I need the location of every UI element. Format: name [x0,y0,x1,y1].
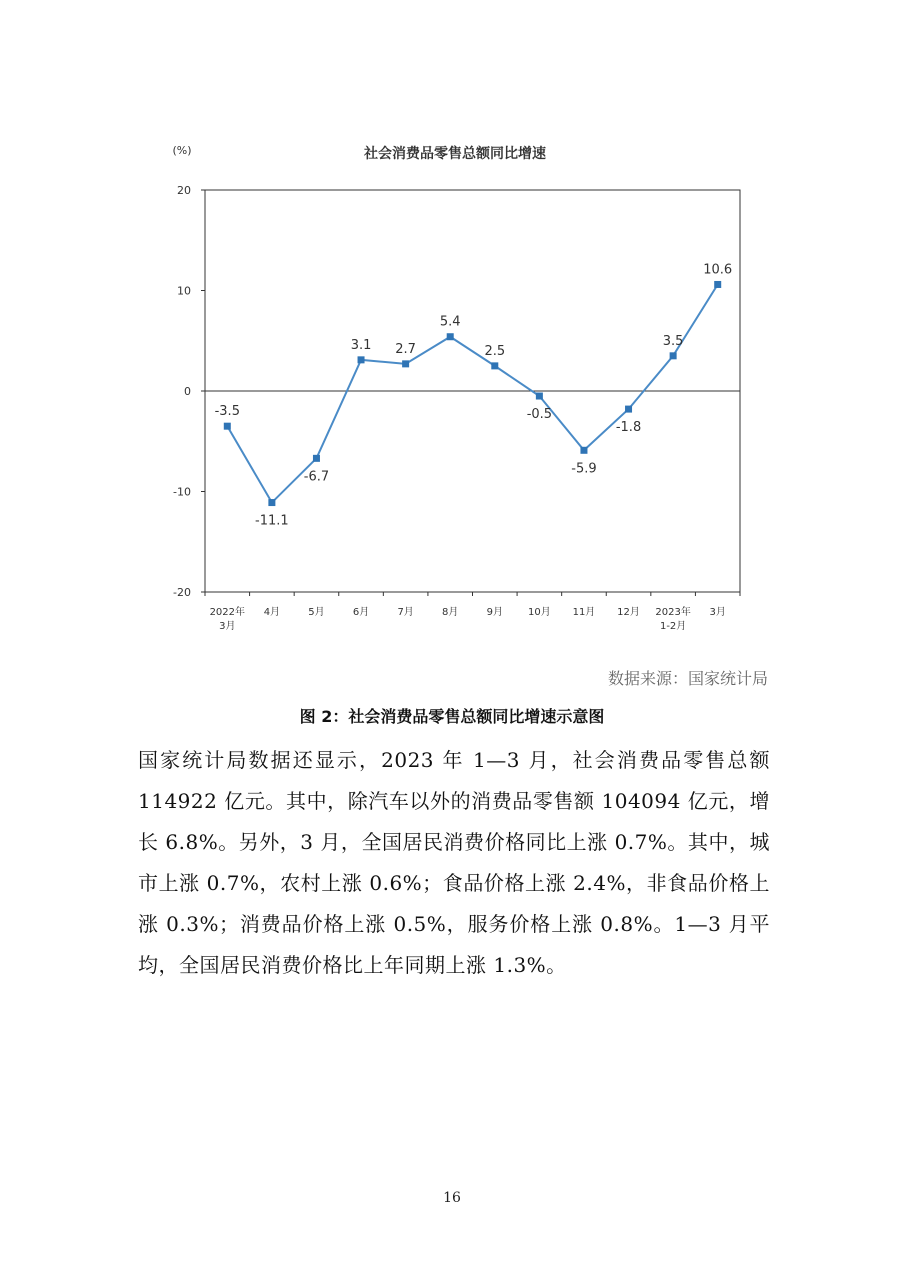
y-tick-label: 20 [177,184,191,197]
data-point [536,393,543,400]
data-label: 3.5 [662,333,684,349]
data-point [268,499,275,506]
x-tick-label: 6月 [352,607,370,618]
data-label: -3.5 [214,404,240,420]
x-tick-label: 3月 [709,607,726,618]
data-point [670,352,677,359]
chart-title: 社会消费品零售总额同比增速 [364,146,546,162]
y-tick-label: -20 [173,586,191,599]
data-label: 2.7 [395,341,416,357]
x-tick-label: 3月 [219,621,236,632]
x-tick-label: 11月 [572,607,596,618]
data-point [224,423,231,430]
data-point [313,455,320,462]
data-label: -6.7 [303,469,330,485]
x-tick-label: 2023年 [655,607,691,618]
data-label: 10.6 [703,262,733,278]
body-paragraph: 国家统计局数据还显示，2023 年 1—3 月，社会消费品零售总额 114922 亿元。其中，除汽车以外的消费品零售额 104094 亿元，增长 6.8%。另外，3 月，全国居民消费价格同比上涨 0.7%。其中，城市上涨 0.7%，农村上涨 0.6%；食品价格上涨 2.4%，非食品价格上涨 0.3%；消费品价格上涨 0.5%，服务价格上涨 0.8%。1—3 月平均，全国居民消费价格比上年同期上涨 1.3%。 [138,748,770,977]
data-label: -1.8 [615,420,642,436]
y-axis-unit: (%) [172,144,192,157]
x-tick-label: 5月 [308,607,325,618]
data-label: -11.1 [255,513,289,529]
page-number: 16 [443,1190,461,1206]
y-tick-label: 10 [177,284,191,298]
figure-caption: 图 2：社会消费品零售总额同比增速示意图 [299,707,605,726]
source-note: 数据来源：国家统计局 [607,669,768,688]
data-label: -0.5 [526,407,553,423]
x-tick-label: 2022年 [209,607,246,618]
x-tick-label: 12月 [617,607,640,618]
x-tick-label: 1-2月 [659,621,687,632]
data-point [714,281,721,288]
data-label: -5.9 [571,461,597,477]
data-label: 3.1 [350,337,372,353]
data-point [580,447,587,454]
data-point [491,362,498,369]
data-label: 2.5 [484,343,506,359]
series-line [227,284,717,502]
x-tick-label: 4月 [263,607,281,618]
data-label: 5.4 [439,314,461,330]
chart-canvas [150,120,760,655]
data-point [625,406,632,413]
x-tick-label: 7月 [397,607,414,618]
x-tick-label: 10月 [528,607,551,618]
data-point [358,356,365,363]
y-tick-label: -10 [173,485,191,499]
data-point [447,333,454,340]
x-tick-label: 8月 [442,607,459,618]
data-point [402,360,409,367]
retail-sales-growth-chart [150,120,760,655]
y-tick-label: 0 [184,385,191,398]
x-tick-label: 9月 [486,607,503,618]
